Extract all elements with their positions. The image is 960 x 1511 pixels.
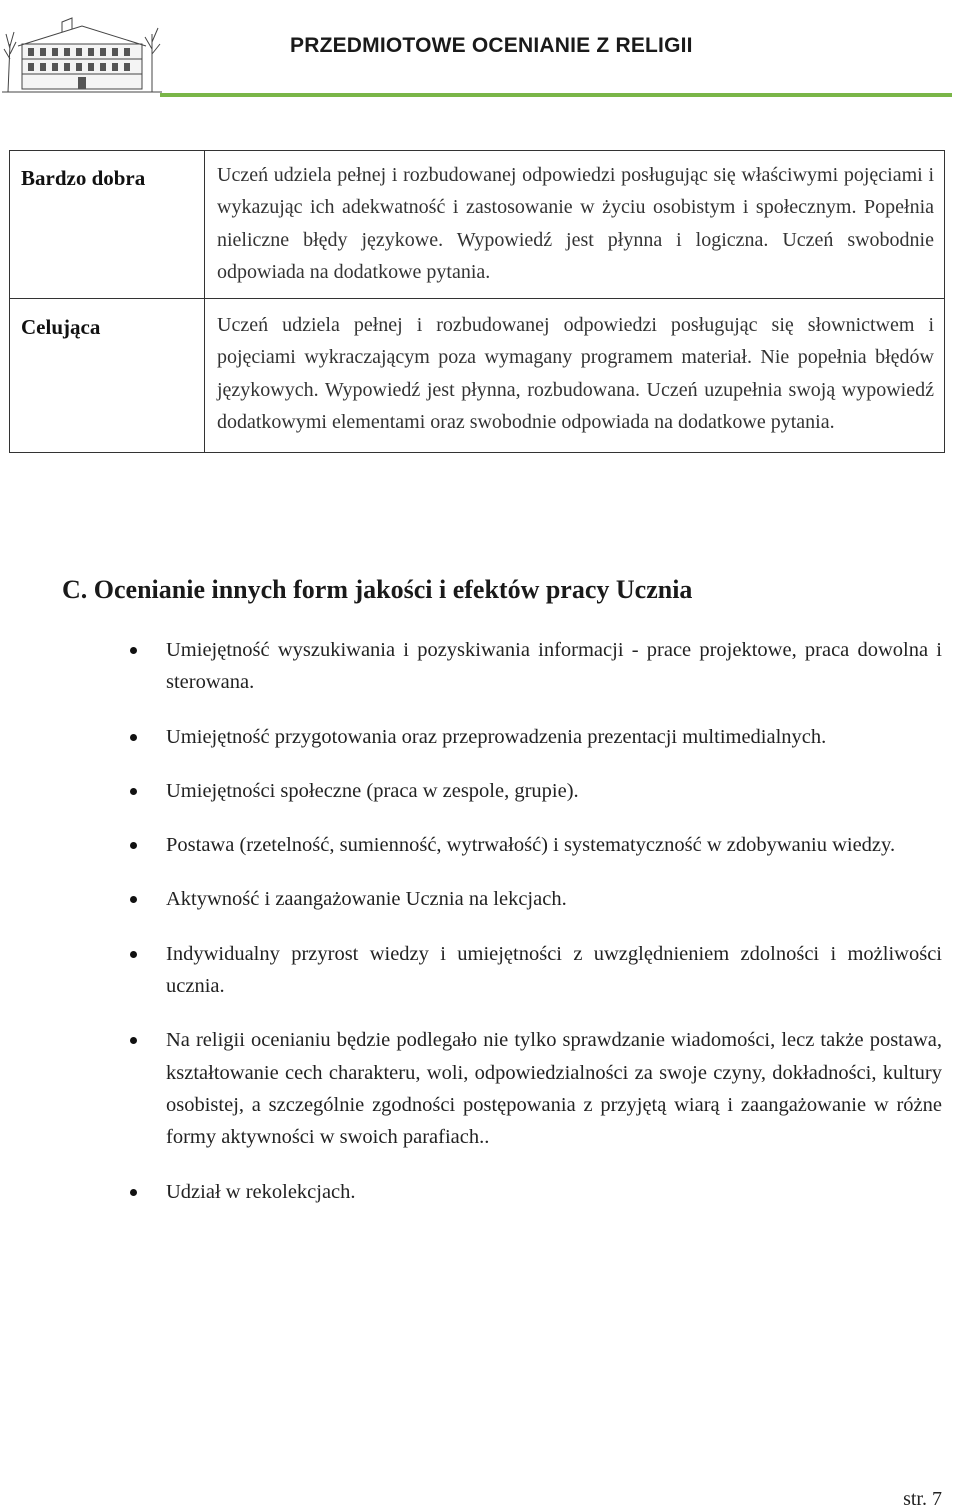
- criteria-list: [130, 634, 942, 1230]
- list-item-text: Umiejętność wyszukiwania i pozyskiwania informacji - prace projektowe, praca dowolna i sterowana.: [166, 639, 942, 694]
- list-item-text: Umiejętności społeczne (praca w zespole, grupie).: [166, 779, 579, 802]
- bullet-icon: [130, 1037, 137, 1044]
- grade-description: Uczeń udziela pełnej i rozbudowanej odpowiedzi posługując się właściwymi pojęciami i wykazując ich adekwatność i zastosowanie w życiu osobistym i społecznym. Popełnia nieliczne błędy językowe. Wypowiedź jest płynna i logiczna. Uczeń swobodnie odpowiada na dodatkowe pytania.: [205, 151, 945, 299]
- grade-name: Celująca: [10, 299, 205, 453]
- list-item: [130, 1176, 942, 1208]
- bullet-icon: [130, 647, 137, 654]
- list-item: [130, 883, 942, 915]
- table-row: [10, 299, 945, 453]
- bullet-icon: [130, 896, 137, 903]
- header-divider: [160, 93, 952, 97]
- list-item: [130, 721, 942, 753]
- grade-description: Uczeń udziela pełnej i rozbudowanej odpowiedzi posługując się słownictwem i pojęciami wykraczającym poza wymagany programem materiał. Nie popełnia błędów językowych. Wypowiedź jest płynna, rozbudowana. Uczeń uzupełnia swoją wypowiedź dodatkowymi elementami oraz swobodnie odpowiada na dodatkowe pytania.: [205, 299, 945, 453]
- bullet-icon: [130, 1189, 137, 1196]
- bullet-icon: [130, 842, 137, 849]
- page-header-title: PRZEDMIOTOWE OCENIANIE Z RELIGII: [290, 34, 693, 57]
- list-item-text: Udział w rekolekcjach.: [166, 1180, 356, 1203]
- section-title: C. Ocenianie innych form jakości i efektów pracy Ucznia: [62, 575, 693, 604]
- list-item-text: Na religii ocenianiu będzie podlegało nie tylko sprawdzanie wiadomości, lecz także postawa, kształtowanie cech charakteru, woli, odpowiedzialności za swoje czyny, dokładności, kultury osobistej, a szczególnie zgodności postępowania z przyjętą wiarą i zaangażowanie w różne formy aktywności w swoich parafiach..: [166, 1029, 942, 1149]
- list-item-text: Postawa (rzetelność, sumienność, wytrwałość) i systematyczność w zdobywaniu wiedzy.: [166, 834, 896, 857]
- list-item: [130, 829, 942, 861]
- list-item: [130, 634, 942, 699]
- bullet-icon: [130, 951, 137, 958]
- page-number: str. 7: [903, 1488, 942, 1510]
- table-row: [10, 151, 945, 299]
- grade-name: Bardzo dobra: [10, 151, 205, 299]
- list-item: [130, 938, 942, 1003]
- list-item-text: Umiejętność przygotowania oraz przeprowadzenia prezentacji multimedialnych.: [166, 725, 827, 748]
- bullet-icon: [130, 788, 137, 795]
- list-item: [130, 775, 942, 807]
- school-building-icon: [2, 4, 162, 94]
- grades-table: [9, 150, 945, 453]
- list-item: [130, 1024, 942, 1153]
- list-item-text: Aktywność i zaangażowanie Ucznia na lekcjach.: [166, 888, 567, 911]
- page-header: [0, 0, 960, 100]
- list-item-text: Indywidualny przyrost wiedzy i umiejętności z uwzględnieniem zdolności i możliwości ucznia.: [166, 942, 942, 998]
- bullet-icon: [130, 734, 137, 741]
